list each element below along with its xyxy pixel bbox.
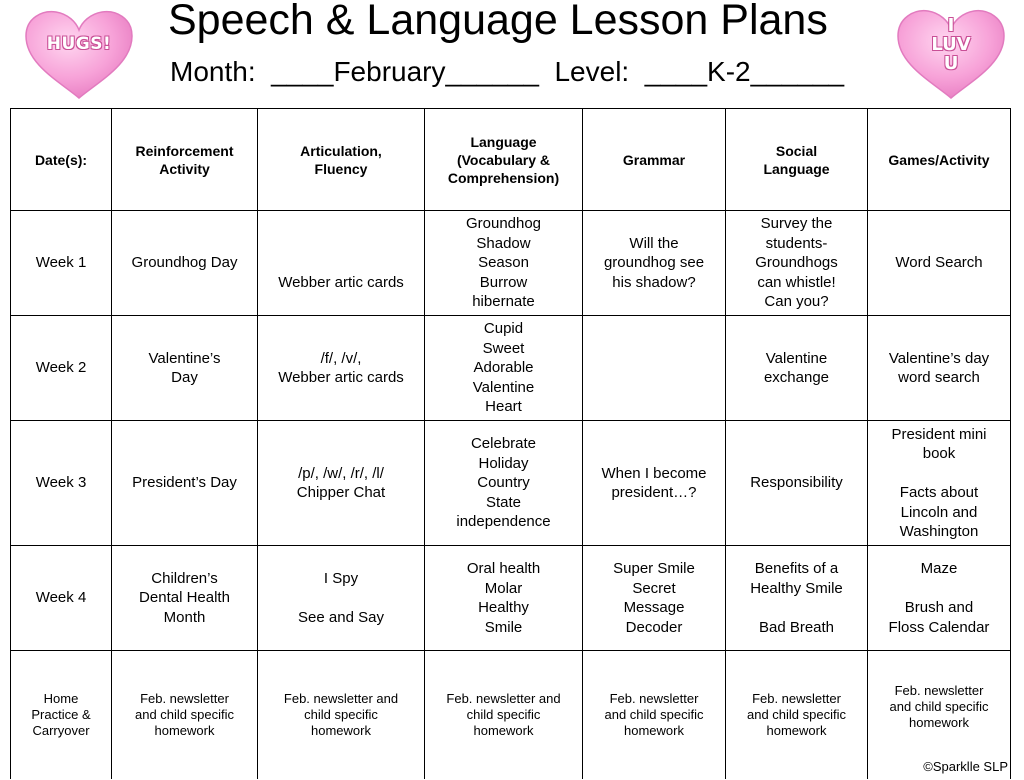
- cell-social: Responsibility: [726, 421, 868, 546]
- cell-reinforcement: Groundhog Day: [112, 211, 258, 316]
- column-header-social-language: Social Language: [726, 109, 868, 211]
- cell-articulation: /f/, /v/, Webber artic cards: [258, 316, 425, 421]
- cell-reinforcement: President’s Day: [112, 421, 258, 546]
- cell-articulation: Feb. newsletter and child specific homework: [258, 651, 425, 780]
- table-row-week-2: [11, 316, 1011, 421]
- table-row-week-3: [11, 421, 1011, 546]
- page-title: Speech & Language Lesson Plans: [168, 0, 828, 44]
- column-header-games-activity: Games/Activity: [868, 109, 1011, 211]
- i-luv-u-heart-icon: [892, 4, 1010, 102]
- cell-reinforcement: Valentine’s Day: [112, 316, 258, 421]
- cell-language: Oral health Molar Healthy Smile: [425, 546, 583, 651]
- column-header-dates: Date(s):: [11, 109, 112, 211]
- table-row-week-1: [11, 211, 1011, 316]
- column-header-grammar: Grammar: [583, 109, 726, 211]
- month-level-line: Month: ____February______ Level: ____K-2______: [170, 56, 845, 87]
- cell-reinforcement: Children’s Dental Health Month: [112, 546, 258, 651]
- cell-grammar: [583, 316, 726, 421]
- table-row-home-practice: [11, 651, 1011, 780]
- cell-articulation: /p/, /w/, /r/, /l/ Chipper Chat: [258, 421, 425, 546]
- cell-articulation: I Spy See and Say: [258, 546, 425, 651]
- lesson-plan-table: [10, 108, 1011, 779]
- cell-social: Survey the students- Groundhogs can whistle! Can you?: [726, 211, 868, 316]
- cell-grammar: Will the groundhog see his shadow?: [583, 211, 726, 316]
- cell-social: Valentine exchange: [726, 316, 868, 421]
- table-row-week-4: [11, 546, 1011, 651]
- hugs-heart-label: HUGS!: [46, 34, 112, 54]
- cell-social: Feb. newsletter and child specific homework: [726, 651, 868, 780]
- cell-language: Feb. newsletter and child specific homework: [425, 651, 583, 780]
- cell-games: Word Search: [868, 211, 1011, 316]
- cell-grammar: When I become president…?: [583, 421, 726, 546]
- column-header-language: Language (Vocabulary & Comprehension): [425, 109, 583, 211]
- cell-date: Week 4: [11, 546, 112, 651]
- i-luv-u-heart-label: I LUV U: [931, 15, 971, 74]
- column-header-reinforcement: Reinforcement Activity: [112, 109, 258, 211]
- cell-grammar: Feb. newsletter and child specific homework: [583, 651, 726, 780]
- cell-date: Home Practice & Carryover: [11, 651, 112, 780]
- cell-social: Benefits of a Healthy Smile Bad Breath: [726, 546, 868, 651]
- cell-games: President mini book Facts about Lincoln and Washington: [868, 421, 1011, 546]
- cell-games: Maze Brush and Floss Calendar: [868, 546, 1011, 651]
- cell-games: Feb. newsletter and child specific homework: [868, 651, 1011, 780]
- cell-language: Cupid Sweet Adorable Valentine Heart: [425, 316, 583, 421]
- cell-reinforcement: Feb. newsletter and child specific homework: [112, 651, 258, 780]
- copyright-notice: ©Sparklle SLP: [923, 759, 1008, 774]
- cell-language: Celebrate Holiday Country State independence: [425, 421, 583, 546]
- column-header-articulation: Articulation, Fluency: [258, 109, 425, 211]
- cell-games: Valentine’s day word search: [868, 316, 1011, 421]
- cell-language: Groundhog Shadow Season Burrow hibernate: [425, 211, 583, 316]
- cell-date: Week 3: [11, 421, 112, 546]
- hugs-heart-icon: [20, 6, 138, 102]
- cell-date: Week 1: [11, 211, 112, 316]
- cell-date: Week 2: [11, 316, 112, 421]
- table-header-row: [11, 109, 1011, 211]
- cell-grammar: Super Smile Secret Message Decoder: [583, 546, 726, 651]
- cell-articulation: Webber artic cards: [258, 211, 425, 316]
